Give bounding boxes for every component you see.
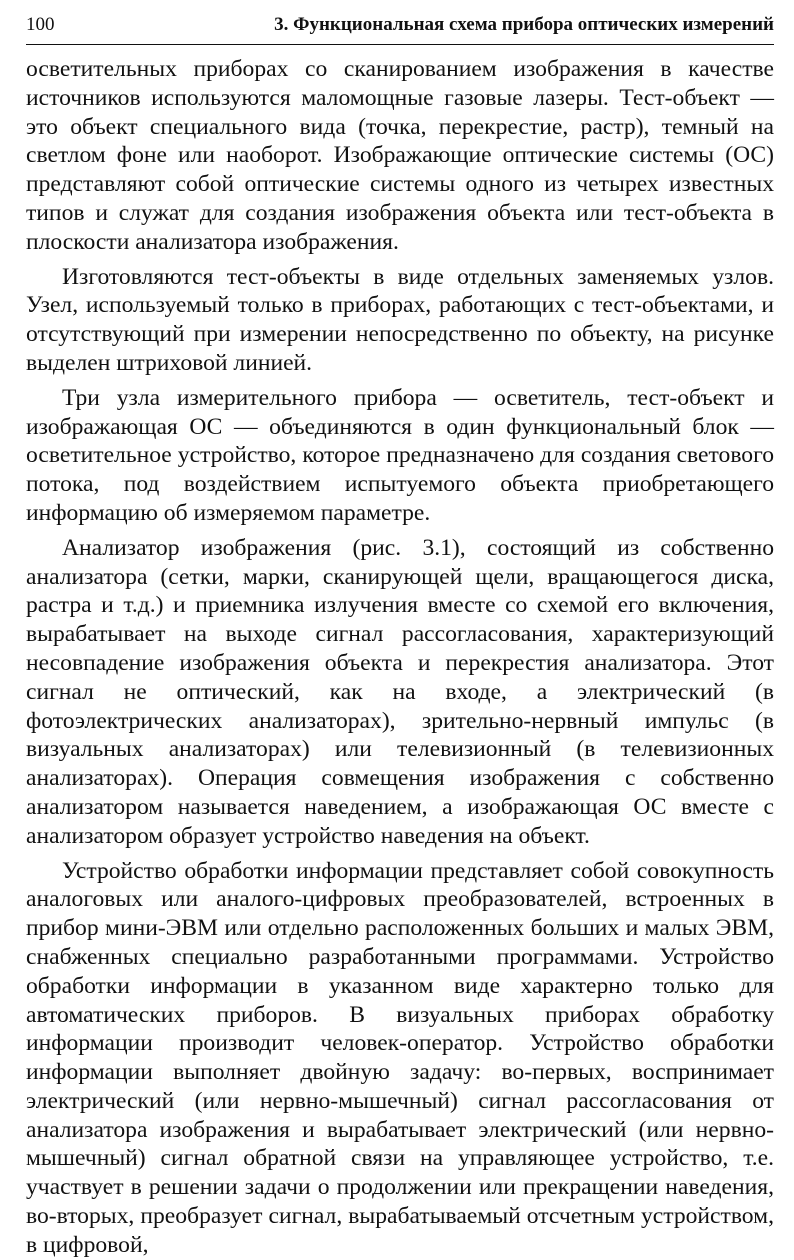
body-text (26, 55, 774, 1260)
paragraph: Изготовляются тест-объекты в виде отдельных заменяемых узлов. Узел, используемый только в приборах, работающих с тест-объектами, и отсутствующий при измерении непосредственно по объекту, на рисунке выделен штриховой линией. (26, 263, 774, 376)
paragraph: Анализатор изображения (рис. 3.1), состоящий из собственно анализатора (сетки, марки, сканирующей щели, вращающегося диска, растра и т.д.) и приемника излучения вместе со схемой его включения, вырабатывает на выходе сигнал рассогласования, характеризующий несовпадение изображения объекта и перекрестия анализатора. Этот сигнал не оптический, как на входе, а электрический (в фотоэлектрических анализаторах), зрительно-нервный импульс (в визуальных анализаторах) или телевизионный (в телевизионных анализаторах). Операция совмещения изображения с собственно анализатором называется наведением, а изображающая ОС вместе с анализатором образует устройство наведения на объект. (26, 534, 774, 849)
paragraph: Устройство обработки информации представляет собой совокупность аналоговых или аналого-цифровых преобразователей, встроенных в прибор мини-ЭВМ или отдельно расположенных больших и малых ЭВМ, снабженных специально разработанными программами. Устройство обработки информации в указанном виде характерно только для автоматических приборов. В визуальных приборах обработку информации производит человек-оператор. Устройство обработки информации выполняет двойную задачу: во-первых, воспринимает электрический (или нервно-мышечный) сигнал рассогласования от анализатора изображения и вырабатывает электрический (или нервно-мышечный) сигнал обратной связи на управляющее устройство, т.е. участвует в решении задачи о продолжении или прекращении наведения, во-вторых, преобразует сигнал, вырабатываемый отсчетным устройством, в цифровой, (26, 857, 774, 1258)
paragraph: Три узла измерительного прибора — осветитель, тест-объект и изображающая ОС — объединяются в один функциональный блок — осветительное устройство, которое предназначено для создания светового потока, под воздействием испытуемого объекта приобретающего информацию об измеряемом параметре. (26, 384, 774, 526)
running-title: 3. Функциональная схема прибора оптических измерений (274, 14, 774, 35)
page-number: 100 (26, 14, 55, 35)
paragraph-continuation: осветительных приборах со сканированием изображения в качестве источников используются маломощные газовые лазеры. Тест-объект — это объект специального вида (точка, перекрестие, растр), темный на светлом фоне или наоборот. Изображающие оптические системы (ОС) представляют собой оптические системы одного из четырех известных типов и служат для создания изображения объекта или тест-объекта в плоскости анализатора изображения. (26, 56, 774, 255)
running-header (26, 12, 774, 45)
